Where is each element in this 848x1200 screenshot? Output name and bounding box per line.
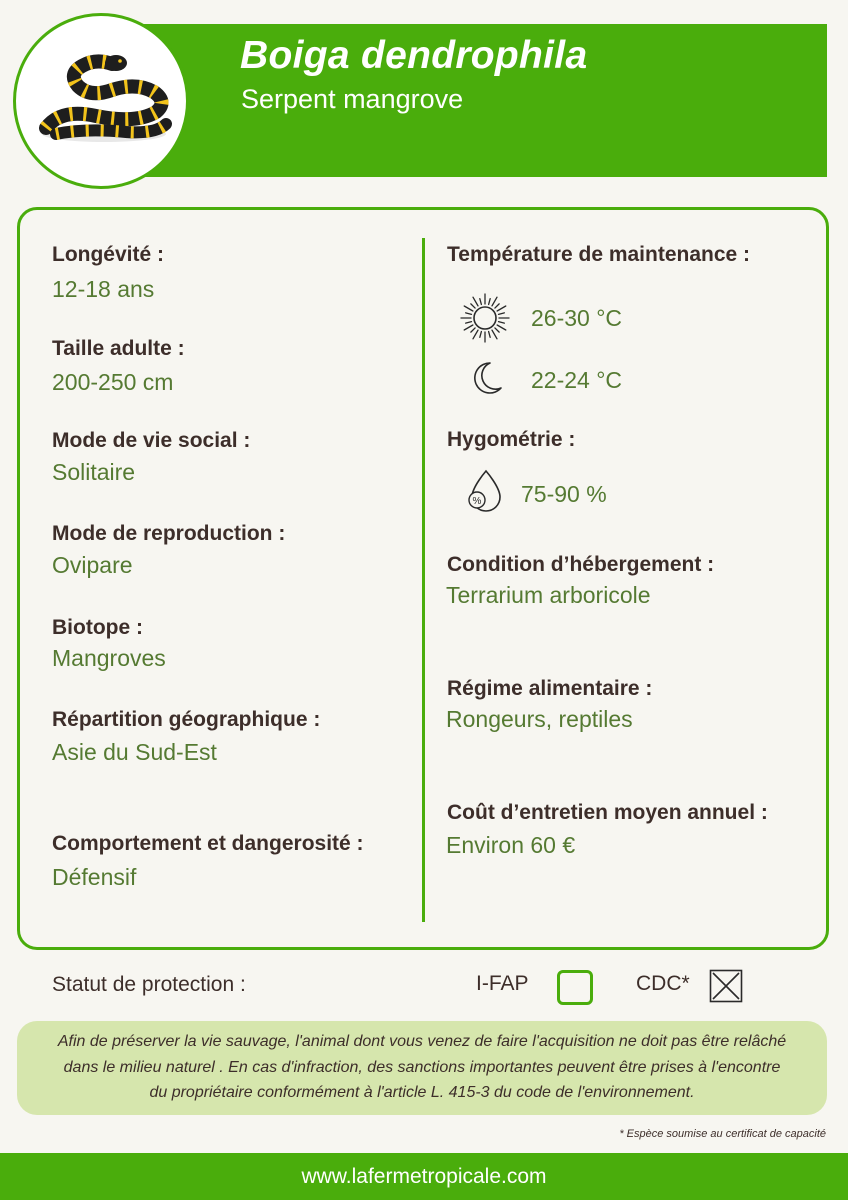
reproduction-value: Ovipare <box>52 552 133 578</box>
hygrometry-label: Hygométrie : <box>447 428 576 451</box>
protection-status-label: Statut de protection : <box>52 973 246 996</box>
ifap-label: I-FAP <box>476 972 529 995</box>
cost-label: Coût d’entretien moyen annuel : <box>447 801 768 824</box>
housing-value: Terrarium arboricole <box>446 582 651 608</box>
notice-text: Afin de préserver la vie sauvage, l'animal dont vous venez de faire l'acquisition ne doit pas être relâché dans le milieu naturel . En cas d'infraction, des sanctions importantes peuvent être prises à l'encontre du propriétaire conformément à l'article L. 415-3 du code de l'environnement. <box>57 1033 787 1101</box>
species-photo <box>13 13 189 189</box>
release-warning-notice <box>17 1021 827 1115</box>
longevity-label: Longévité : <box>52 243 165 266</box>
footer-website-link[interactable]: www.lafermetropicale.com <box>301 1165 547 1188</box>
behavior-value: Défensif <box>52 864 137 890</box>
sun-icon <box>459 292 511 344</box>
housing-label: Condition d’hébergement : <box>447 553 715 576</box>
footnote: * Espèce soumise au certificat de capacité <box>619 1128 826 1140</box>
distribution-label: Répartition géographique : <box>52 708 321 731</box>
footer-band <box>0 1153 848 1200</box>
hygrometry-value: 75-90 % <box>521 481 607 507</box>
biotope-value: Mangroves <box>52 645 166 671</box>
common-name: Serpent mangrove <box>241 84 464 114</box>
night-temperature-value: 22-24 °C <box>531 367 623 393</box>
reproduction-label: Mode de reproduction : <box>52 522 286 545</box>
diet-value: Rongeurs, reptiles <box>446 706 633 732</box>
distribution-value: Asie du Sud-Est <box>52 739 217 765</box>
biotope-label: Biotope : <box>52 616 143 639</box>
moon-icon <box>466 358 506 398</box>
species-name: Boiga dendrophila <box>240 34 588 77</box>
longevity-value: 12-18 ans <box>52 276 155 302</box>
snake-photo-icon <box>16 16 186 186</box>
ifap-checkbox[interactable] <box>557 970 593 1005</box>
cdc-label: CDC* <box>636 972 690 995</box>
humidity-drop-icon <box>462 467 506 515</box>
svg-text:%: % <box>472 496 482 507</box>
social-life-value: Solitaire <box>52 459 136 485</box>
diet-label: Régime alimentaire : <box>447 677 653 700</box>
social-life-label: Mode de vie social : <box>52 429 251 452</box>
temperature-label: Température de maintenance : <box>447 243 751 266</box>
cost-value: Environ 60 € <box>446 832 576 858</box>
adult-size-value: 200-250 cm <box>52 369 174 395</box>
day-temperature-value: 26-30 °C <box>531 305 623 331</box>
adult-size-label: Taille adulte : <box>52 337 185 360</box>
column-divider <box>422 238 425 922</box>
behavior-label: Comportement et dangerosité : <box>52 832 364 855</box>
cdc-checkbox[interactable] <box>709 969 743 1003</box>
